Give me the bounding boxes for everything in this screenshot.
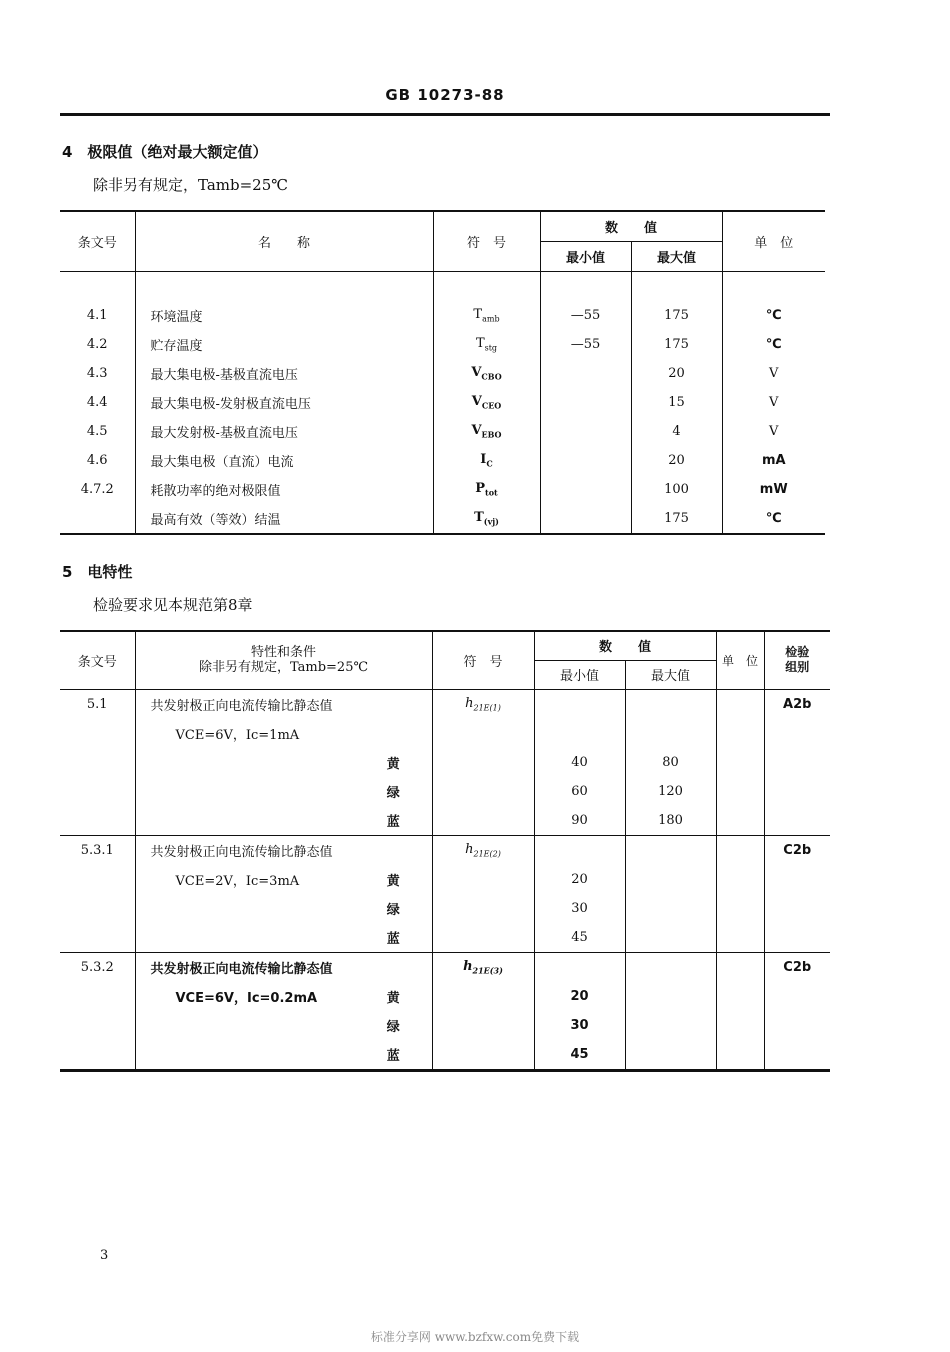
col-value: 数 值: [540, 211, 722, 241]
col-clause: 条文号: [60, 631, 135, 689]
characteristics-table: [60, 630, 830, 1072]
table-row: 黄 40 80: [60, 748, 830, 777]
table-row: 4.4 最大集电极-发射极直流电压 $V_{CEO}$ 15 V: [60, 388, 825, 417]
table-row: VCE=2V，Ic=3mA 黄 20: [60, 865, 830, 894]
table-row: 蓝 45: [60, 1040, 830, 1071]
table-row: 4.7.2 耗散功率的绝对极限值 $P_{tot}$ 100 mW: [60, 475, 825, 504]
table-row: 绿 30: [60, 1011, 830, 1040]
table-row: 4.1 环境温度 $T_{amb}$ —55 175 ℃: [60, 301, 825, 330]
section5-heading: 5 电特性: [62, 563, 133, 581]
table-row: 4.3 最大集电极-基极直流电压 $V_{CBO}$ 20 V: [60, 359, 825, 388]
table-row: 5.3.2 共发射极正向电流传输比静态值 $h_{21E(3)}$ C2b: [60, 952, 830, 982]
col-unit: 单 位: [722, 211, 825, 271]
table-row: 蓝 90 180: [60, 806, 830, 836]
table-row: 绿 30: [60, 894, 830, 923]
col-min: 最小值: [534, 660, 625, 689]
table-row: 4.2 贮存温度 $T_{stg}$ —55 175 ℃: [60, 330, 825, 359]
document-header: GB 10273-88: [385, 86, 505, 104]
section5-note: 检验要求见本规范第8章: [93, 596, 253, 614]
col-unit: 单 位: [716, 631, 764, 689]
col-condition-1: 特性和条件: [250, 645, 316, 661]
col-clause: 条文号: [60, 211, 135, 271]
col-symbol: 符 号: [433, 211, 540, 271]
table-row: 5.1 共发射极正向电流传输比静态值 $h_{21E(1)}$ A2b: [60, 689, 830, 719]
section4-heading: 4 极限值（绝对最大额定值）: [62, 143, 268, 161]
table-row: 蓝 45: [60, 923, 830, 953]
table-row: 4.6 最大集电极（直流）电流 $I_C$ 20 mA: [60, 446, 825, 475]
table-row: VCE=6V，Ic=0.2mA 黄 20: [60, 982, 830, 1011]
col-min: 最小值: [540, 241, 631, 271]
table-row: VCE=6V，Ic=1mA: [60, 719, 830, 748]
table-row: 5.3.1 共发射极正向电流传输比静态值 $h_{21E(2)}$ C2b: [60, 835, 830, 865]
limits-table: [60, 210, 825, 535]
col-condition-2: 除非另有规定，Tamb=25℃: [198, 660, 369, 676]
header-rule: [60, 113, 830, 116]
col-value: 数 值: [534, 631, 716, 660]
table-row: 4.5 最大发射极-基极直流电压 $V_{EBO}$ 4 V: [60, 417, 825, 446]
col-symbol: 符 号: [432, 631, 534, 689]
page-number: 3: [100, 1248, 109, 1263]
footer-watermark: 标准分享网 www.bzfxw.com免费下载: [370, 1330, 580, 1344]
table-row: 绿 60 120: [60, 777, 830, 806]
table-row: 最高有效（等效）结温 $T_{(vj)}$ 175 ℃: [60, 504, 825, 534]
col-max: 最大值: [631, 241, 722, 271]
col-name: 名 称: [135, 211, 433, 271]
section4-condition: 除非另有规定，Tamb=25℃: [93, 176, 289, 194]
col-group-2: 组别: [785, 660, 810, 675]
col-max: 最大值: [625, 660, 716, 689]
col-group-1: 检验: [785, 645, 810, 660]
